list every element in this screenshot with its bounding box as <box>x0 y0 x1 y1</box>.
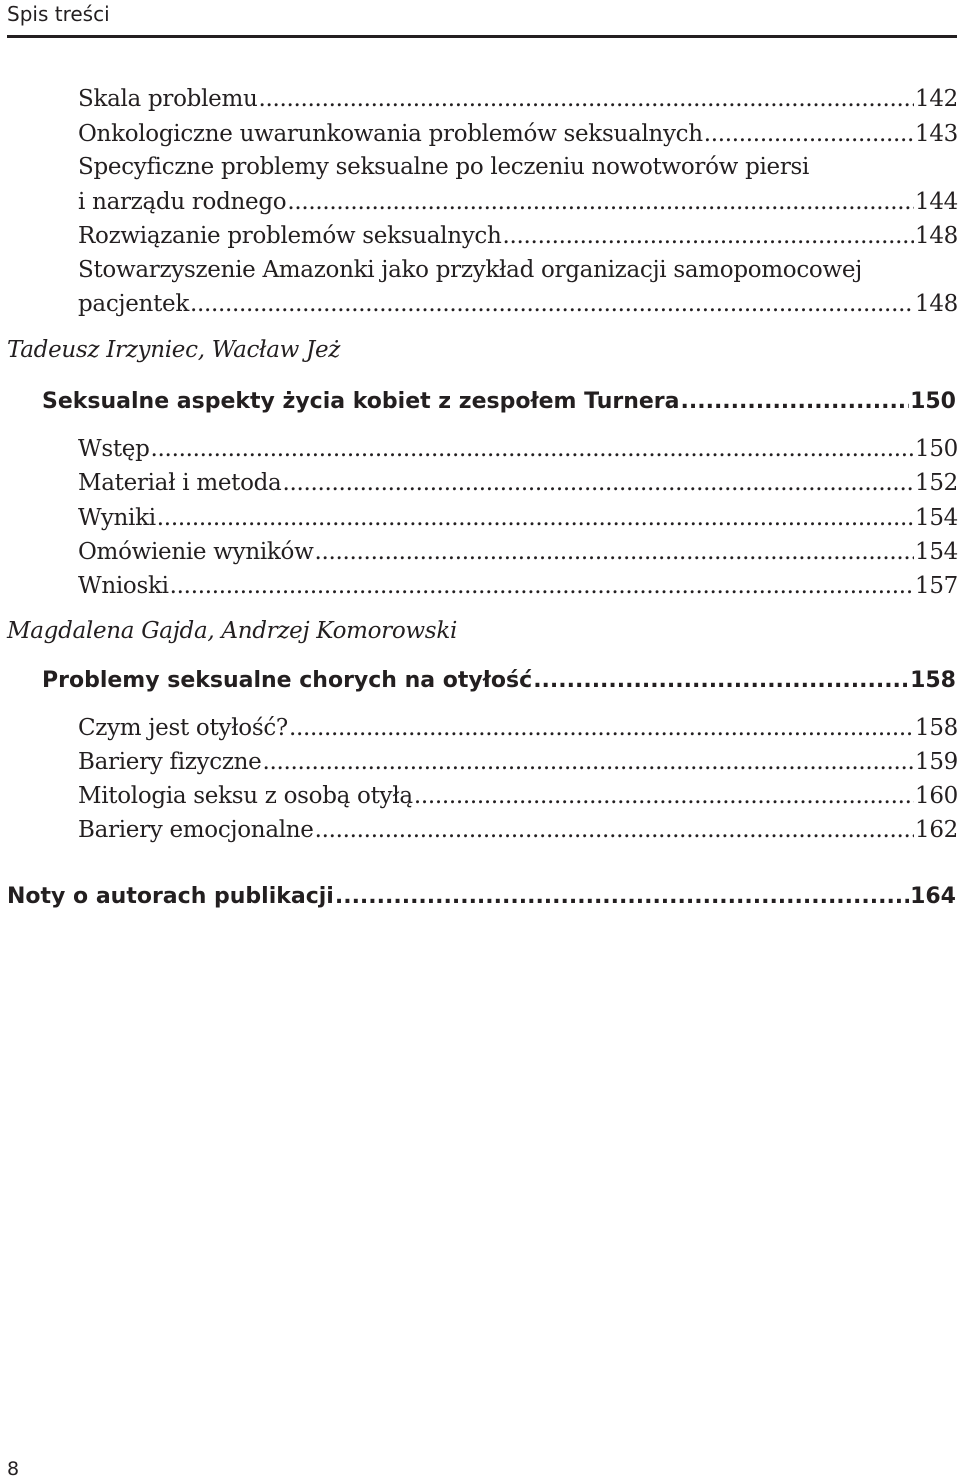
dot-leader <box>190 291 914 317</box>
toc-entry-title: pacjentek <box>78 291 189 317</box>
dot-leader <box>533 668 909 693</box>
toc-entry-title: Mitologia seksu z osobą otyłą <box>78 783 413 809</box>
toc-entry-title: Skala problemu <box>78 86 258 112</box>
toc-chapter-page: 150 <box>910 389 956 414</box>
header-title: Spis treści <box>7 2 110 26</box>
dot-leader <box>704 121 914 147</box>
toc-entry <box>78 436 958 462</box>
toc-entry-title: Rozwiązanie problemów seksualnych <box>78 223 502 249</box>
toc-entry-page: 158 <box>915 715 958 741</box>
toc-entry <box>78 783 958 809</box>
toc-entry <box>78 573 958 599</box>
toc-entry-title-line: Stowarzyszenie Amazonki jako przykład organizacji samopomocowej <box>78 257 863 283</box>
toc-chapter <box>7 884 956 909</box>
toc-chapter <box>42 389 956 414</box>
toc-entry <box>78 470 958 496</box>
dot-leader <box>170 573 914 599</box>
toc-entry-page: 159 <box>915 749 958 775</box>
author-names: Tadeusz Irzyniec, Wacław Jeż <box>7 337 341 363</box>
toc-entry-title: Onkologiczne uwarunkowania problemów seksualnych <box>78 121 703 147</box>
toc-entry-page: 148 <box>915 291 958 317</box>
dot-leader <box>314 539 914 565</box>
toc-entry-page: 143 <box>915 121 958 147</box>
toc-entry-page: 142 <box>915 86 958 112</box>
dot-leader <box>315 817 914 843</box>
toc-entry-page: 154 <box>915 505 958 531</box>
toc-entry <box>78 291 958 317</box>
dot-leader <box>414 783 914 809</box>
toc-entry <box>78 121 958 147</box>
toc-entry <box>78 189 958 215</box>
toc-entry-page: 160 <box>915 783 958 809</box>
toc-entry-page: 162 <box>915 817 958 843</box>
toc-entry <box>78 505 958 531</box>
dot-leader <box>289 715 914 741</box>
toc-entry-title: Omówienie wyników <box>78 539 314 565</box>
toc-entry-title: Materiał i metoda <box>78 470 282 496</box>
dot-leader <box>258 86 914 112</box>
dot-leader <box>335 884 909 909</box>
dot-leader <box>282 470 914 496</box>
dot-leader <box>157 505 914 531</box>
toc-entry <box>78 749 958 775</box>
toc-entry-title: Bariery emocjonalne <box>78 817 314 843</box>
page-number: 8 <box>7 1458 20 1480</box>
toc-entry-title: Bariery fizyczne <box>78 749 262 775</box>
toc-chapter-page: 158 <box>910 668 956 693</box>
toc-entry-page: 152 <box>915 470 958 496</box>
dot-leader <box>287 189 914 215</box>
toc-entry-page: 144 <box>915 189 958 215</box>
toc-chapter <box>42 668 956 693</box>
toc-entry-page: 148 <box>915 223 958 249</box>
toc-entry-page: 154 <box>915 539 958 565</box>
toc-entry-title: Wyniki <box>78 505 156 531</box>
dot-leader <box>262 749 914 775</box>
author-names: Magdalena Gajda, Andrzej Komorowski <box>7 618 458 644</box>
toc-chapter-title: Problemy seksualne chorych na otyłość <box>42 668 533 693</box>
toc-chapter-title: Seksualne aspekty życia kobiet z zespołem Turnera <box>42 389 680 414</box>
dot-leader <box>681 389 910 414</box>
toc-entry <box>78 223 958 249</box>
toc-entry <box>78 715 958 741</box>
toc-entry-title: Czym jest otyłość? <box>78 715 288 741</box>
dot-leader <box>151 436 914 462</box>
toc-entry <box>78 817 958 843</box>
toc-entry-title-line: Specyficzne problemy seksualne po leczeniu nowotworów piersi <box>78 154 810 180</box>
toc-entry-title: i narządu rodnego <box>78 189 287 215</box>
toc-chapter-page: 164 <box>910 884 956 909</box>
dot-leader <box>503 223 914 249</box>
toc-entry-title: Wstęp <box>78 436 150 462</box>
toc-entry-page: 157 <box>915 573 958 599</box>
toc-chapter-title: Noty o autorach publikacji <box>7 884 334 909</box>
toc-entry-title: Wnioski <box>78 573 169 599</box>
toc-entry <box>78 539 958 565</box>
toc-entry <box>78 86 958 112</box>
toc-entry-page: 150 <box>915 436 958 462</box>
